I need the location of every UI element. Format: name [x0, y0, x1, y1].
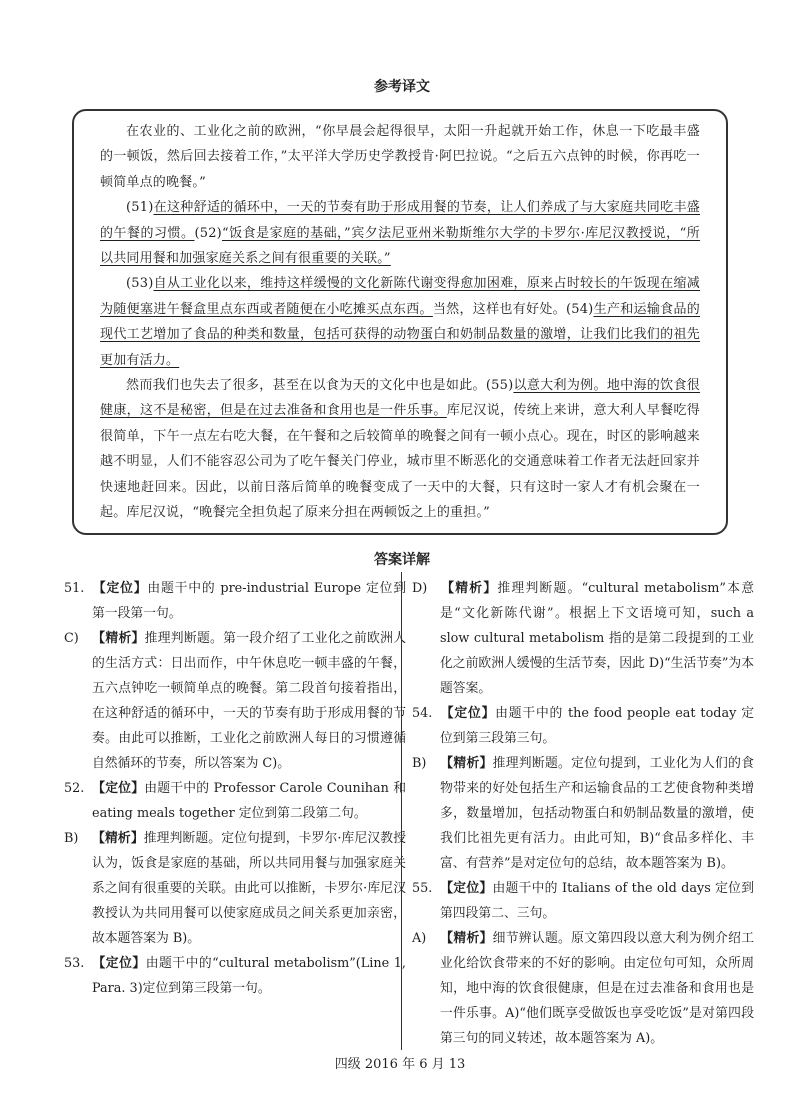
item-tag: 【精析】 — [92, 631, 145, 646]
item-number: 54. — [412, 706, 433, 721]
item-text: 推理判断题。定位句提到，工业化为人们的食物带来的好处包括生产和运输食品的工艺使食物种类增多，数量增加，包括动物蛋白和奶制品数量的激增，使我们比祖先更有活力。由此可知，B)“食品多样化、丰富、有营养”是对定位句的总结，故本题答案为 B)。 — [440, 756, 755, 871]
item-number: B) — [64, 831, 79, 846]
plain-sentence: 当然，这样也有好处。 — [432, 301, 566, 317]
item-text: 由题干中的 Professor Carole Counihan 和 eating meals together 定位到第二段第二句。 — [92, 781, 407, 821]
answer-53-locate — [64, 951, 406, 1001]
item-number: 51. — [64, 581, 85, 596]
item-number: A) — [412, 931, 427, 946]
item-tag: 【定位】 — [92, 581, 148, 596]
translation-header-bar — [68, 77, 736, 97]
translation-box — [72, 109, 728, 535]
answer-52-locate — [64, 776, 406, 826]
item-number: D) — [412, 581, 428, 596]
answer-51-locate — [64, 576, 406, 626]
marker-51: (51) — [126, 200, 154, 216]
item-number: 52. — [64, 781, 85, 796]
underlined-sentence-54: 生产和运输食品的现代工艺增加了食品的种类和数量，包括可获得的动物蛋白和奶制品数量的激增，让我们比我们的祖先更加有活力。 — [100, 301, 700, 368]
underlined-sentence-55: 以意大利为例。地中海的饮食很健康，这不是秘密，但是在过去准备和食用也是一件乐事。 — [100, 378, 700, 419]
item-text: 由题干中的 pre-industrial Europe 定位到第一段第一句。 — [92, 581, 406, 621]
translation-paragraph-4 — [100, 373, 700, 525]
answer-55-analysis — [412, 926, 754, 1051]
answers-right-column — [412, 576, 754, 1051]
translation-paragraph-3 — [100, 271, 700, 373]
underlined-sentence-51: 在这种舒适的循环中，一天的节奏有助于形成用餐的节奏，让人们养成了与大家庭共同吃丰盛的午餐的习惯。 — [100, 200, 700, 241]
underlined-sentence-52: “饭食是家庭的基础，”宾夕法尼亚州米勒斯维尔大学的卡罗尔·库尼汉教授说，“所以共同用餐和加强家庭关系之间有很重要的关联。” — [100, 225, 701, 267]
answer-54-locate — [412, 701, 754, 751]
item-number: B) — [412, 756, 427, 771]
answer-51-analysis — [64, 626, 406, 776]
item-number: 53. — [64, 956, 85, 971]
translation-header-title: 参考译文 — [68, 77, 736, 97]
item-tag: 【定位】 — [440, 881, 493, 896]
item-text: 由题干中的 the food people eat today 定位到第三段第三句。 — [440, 706, 754, 746]
marker-55: (55) — [485, 378, 514, 394]
paragraph-4-rest: 库尼汉说，传统上来讲，意大利人早餐吃得很简单，下午一点左右吃大餐，在午餐和之后较简单的晚餐之间有一顿小点心。现在，时区的影响越来越不明显，人们不能容忍公司为了吃午餐关门停业，城市里不断恶化的交通意味着工作者无法赶回家并快速地赶回来。因此，以前日落后简单的晚餐变成了一天中的大餐，只有这时一家人才有机会聚在一起。库尼汉说，“晚餐完全担负起了原来分担在两顿饭之上的重担。” — [100, 403, 700, 521]
item-tag: 【定位】 — [440, 706, 496, 721]
item-tag: 【精析】 — [440, 931, 493, 946]
marker-54: (54) — [565, 301, 594, 317]
answer-53-analysis — [412, 576, 754, 701]
item-number: C) — [64, 631, 79, 646]
paragraph-4-start: 然而我们也失去了很多，甚至在以食为天的文化中也是如此。 — [126, 378, 486, 394]
answers-header-title: 答案详解 — [68, 550, 736, 570]
translation-paragraph-2 — [100, 195, 700, 271]
translation-paragraph-1: 在农业的、工业化之前的欧洲，“你早晨会起得很早，太阳一升起就开始工作，休息一下吃最丰盛的一顿饭，然后回去接着工作，”太平洋大学历史学教授肯·阿巴拉说。“之后五六点钟的时候，你再吃一顿简单点的晚餐。” — [100, 124, 700, 190]
page-footer: 四级 2016 年 6 月 13 — [334, 1057, 466, 1072]
marker-53: (53) — [126, 276, 154, 292]
answer-55-locate — [412, 876, 754, 926]
item-text: 推理判断题。定位句提到，卡罗尔·库尼汉教授认为，饭食是家庭的基础，所以共同用餐与加强家庭关系之间有很重要的关联。由此可以推断，卡罗尔·库尼汉教授认为共同用餐可以使家庭成员之间关系更加亲密，故本题答案为 B)。 — [92, 831, 406, 946]
item-text: 推理判断题。“cultural metabolism”本意是“文化新陈代谢”。根据上下文语境可知，such a slow cultural metabolism 指的是第二段提到的工业化之前欧洲人缓慢的生活节奏，因此 D)“生活节奏”为本题答案。 — [440, 581, 755, 696]
item-text: 细节辨认题。原文第四段以意大利为例介绍工业化给饮食带来的不好的影响。由定位句可知，众所周知，地中海的饮食很健康，但是在过去准备和食用也是一件乐事。A)“他们既享受做饭也享受吃饭”是对第四段第三句的同义转述，故本题答案为 A)。 — [440, 931, 755, 1046]
item-tag: 【精析】 — [440, 756, 493, 771]
answers-left-column — [64, 576, 406, 1001]
item-tag: 【定位】 — [92, 956, 146, 971]
answers-header-bar — [68, 550, 736, 570]
item-tag: 【定位】 — [92, 781, 145, 796]
item-tag: 【精析】 — [440, 581, 498, 596]
underlined-sentence-53: 自从工业化以来，维持这样缓慢的文化新陈代谢变得愈加困难，原来占时较长的午饭现在缩减为随便塞进午餐盒里点东西或者随便在小吃摊买点东西。 — [100, 276, 700, 317]
item-number: 55. — [412, 881, 433, 896]
item-tag: 【精析】 — [92, 831, 144, 846]
item-text: 推理判断题。第一段介绍了工业化之前欧洲人的生活方式：日出而作，中午休息吃一顿丰盛的午餐，五六点钟吃一顿简单点的晚餐。第二段首句接着指出，在这种舒适的循环中，一天的节奏有助于形成用餐的节奏。由此可以推断，工业化之前欧洲人每日的习惯遵循自然循环的节奏，所以答案为 C)。 — [92, 631, 407, 771]
item-text: 由题干中的 Italians of the old days 定位到第四段第二、三句。 — [440, 881, 755, 921]
marker-52: (52) — [194, 225, 222, 241]
answer-54-analysis — [412, 751, 754, 876]
item-text: 由题干中的“cultural metabolism”(Line 1, Para. 3)定位到第三段第一句。 — [92, 956, 406, 996]
answer-52-analysis — [64, 826, 406, 951]
